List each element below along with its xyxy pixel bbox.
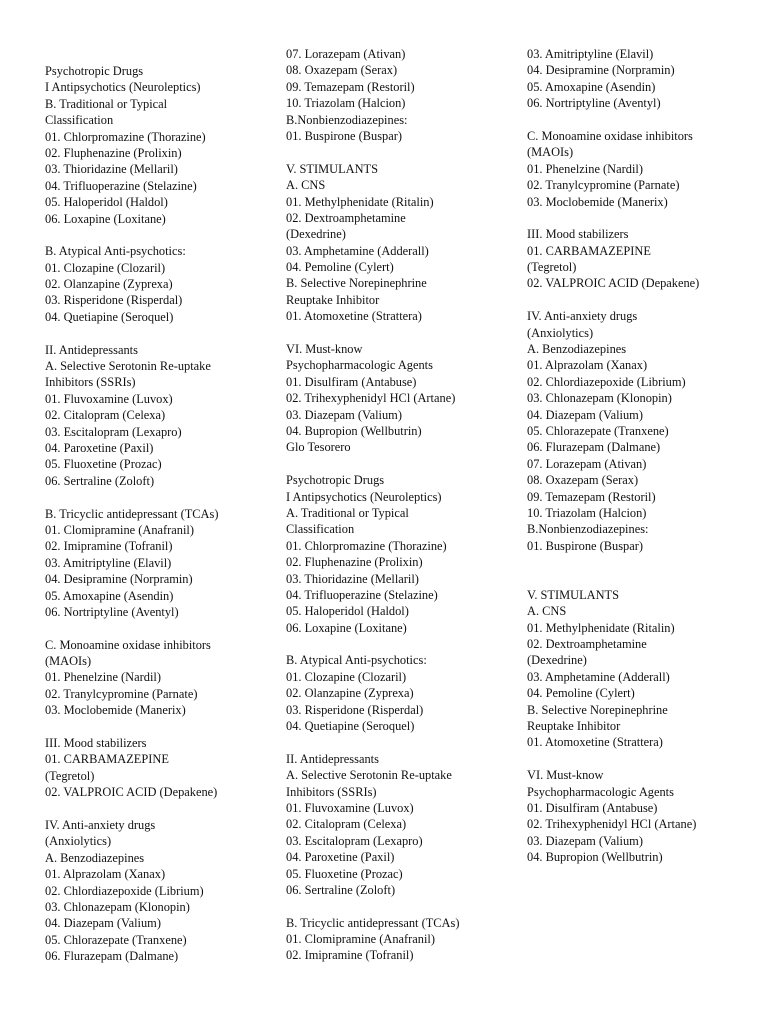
text-line: 04. Trifluoperazine (Stelazine) <box>45 178 197 193</box>
text-line: 05. Chlorazepate (Tranxene) <box>527 423 669 438</box>
blank-line <box>286 325 521 341</box>
text-line: 04. Pemoline (Cylert) <box>527 686 635 701</box>
text-line: B. Atypical Anti-psychotics: <box>45 244 186 259</box>
blank-line <box>286 734 521 750</box>
blank-line <box>45 489 280 505</box>
text-line: 02. Olanzapine (Zyprexa) <box>45 277 173 292</box>
blank-line <box>45 801 280 817</box>
text-line: 10. Triazolam (Halcion) <box>286 96 406 111</box>
text-line: 01. Clozapine (Clozaril) <box>286 669 407 684</box>
text-line: 01. Fluvoxamine (Luvox) <box>45 391 173 406</box>
text-line: 01. Clozapine (Clozaril) <box>45 260 166 275</box>
text-line: 01. Alprazolam (Xanax) <box>527 358 648 373</box>
text-line: 08. Oxazepam (Serax) <box>286 63 398 78</box>
text-line: Classification <box>45 113 114 128</box>
text-line: 06. Loxapine (Loxitane) <box>45 211 166 226</box>
blank-line <box>286 636 521 652</box>
text-line: (MAOIs) <box>527 145 574 160</box>
text-line: 04. Pemoline (Cylert) <box>286 260 394 275</box>
text-line: (MAOIs) <box>45 654 92 669</box>
text-line: 06. Nortriptyline (Aventyl) <box>527 96 661 111</box>
text-line: C. Monoamine oxidase inhibitors <box>527 128 693 143</box>
text-line: 05. Amoxapine (Asendin) <box>45 588 174 603</box>
text-line: 04. Desipramine (Norpramin) <box>45 572 193 587</box>
text-line: 01. Phenelzine (Nardil) <box>45 670 161 685</box>
text-line: 01. Buspirone (Buspar) <box>527 538 643 553</box>
text-line: 06. Nortriptyline (Aventyl) <box>45 604 179 619</box>
text-line: VI. Must-know <box>527 768 604 783</box>
text-line: VI. Must-know <box>286 342 363 357</box>
blank-line <box>45 620 280 636</box>
text-line: 02. Olanzapine (Zyprexa) <box>286 686 414 701</box>
text-line: 03. Risperidone (Risperdal) <box>45 293 183 308</box>
blank-line <box>45 719 280 735</box>
text-line: 04. Desipramine (Norpramin) <box>527 63 675 78</box>
text-line: II. Antidepressants <box>286 751 379 766</box>
text-line: 09. Temazepam (Restoril) <box>527 489 656 504</box>
text-line: I Antipsychotics (Neuroleptics) <box>45 80 201 95</box>
text-line: 02. Dextroamphetamine <box>286 210 406 225</box>
text-line: A. Selective Serotonin Re-uptake <box>286 768 452 783</box>
text-line: B. Tricyclic antidepressant (TCAs) <box>286 915 460 930</box>
text-line: III. Mood stabilizers <box>527 227 629 242</box>
text-line: 05. Amoxapine (Asendin) <box>527 79 656 94</box>
blank-line <box>527 292 762 308</box>
text-line: 01. CARBAMAZEPINE <box>45 752 169 767</box>
text-line: 03. Diazepam (Valium) <box>527 833 643 848</box>
text-line: 03. Diazepam (Valium) <box>286 407 402 422</box>
text-line: B. Traditional or Typical <box>45 96 168 111</box>
text-line: 01. Methylphenidate (Ritalin) <box>286 194 434 209</box>
text-line: A. Benzodiazepines <box>527 342 627 357</box>
text-line: 03. Risperidone (Risperdal) <box>286 702 424 717</box>
text-column-1 <box>45 63 280 964</box>
text-line: 02. Imipramine (Tofranil) <box>286 948 414 963</box>
text-line: 07. Lorazepam (Ativan) <box>527 456 647 471</box>
text-line: 02. VALPROIC ACID (Depakene) <box>527 276 700 291</box>
text-line: 05. Haloperidol (Haldol) <box>45 195 168 210</box>
text-line: (Anxiolytics) <box>527 325 594 340</box>
text-line: 01. Methylphenidate (Ritalin) <box>527 620 675 635</box>
text-line: 02. Fluphenazine (Prolixin) <box>286 555 423 570</box>
text-line: 04. Quetiapine (Seroquel) <box>286 719 415 734</box>
blank-line <box>45 227 280 243</box>
text-line: V. STIMULANTS <box>527 587 620 602</box>
text-line: 10. Triazolam (Halcion) <box>527 505 647 520</box>
text-line: 03. Amphetamine (Adderall) <box>286 243 429 258</box>
text-line: 02. Tranylcypromine (Parnate) <box>45 686 198 701</box>
text-line: 01. Fluvoxamine (Luvox) <box>286 800 414 815</box>
blank-line <box>527 112 762 128</box>
text-line: A. CNS <box>527 604 567 619</box>
text-line: 03. Thioridazine (Mellaril) <box>286 571 419 586</box>
text-line: 02. Fluphenazine (Prolixin) <box>45 145 182 160</box>
text-line: Psychopharmacologic Agents <box>286 358 433 373</box>
text-line: 03. Thioridazine (Mellaril) <box>45 162 178 177</box>
text-line: 01. Alprazolam (Xanax) <box>45 867 166 882</box>
text-line: 01. Disulfiram (Antabuse) <box>527 800 658 815</box>
text-line: 03. Moclobemide (Manerix) <box>527 194 668 209</box>
text-line: 02. Chlordiazepoxide (Librium) <box>45 883 204 898</box>
text-line: 02. Citalopram (Celexa) <box>45 408 166 423</box>
text-line: (Dexedrine) <box>527 653 587 668</box>
text-line: (Tegretol) <box>527 260 577 275</box>
text-line: 06. Sertraline (Zoloft) <box>45 473 155 488</box>
text-line: 03. Amitriptyline (Elavil) <box>45 555 172 570</box>
text-line: (Dexedrine) <box>286 227 346 242</box>
text-line: 03. Chlonazepam (Klonopin) <box>527 391 672 406</box>
text-line: 08. Oxazepam (Serax) <box>527 473 639 488</box>
blank-line <box>45 325 280 341</box>
blank-line <box>527 210 762 226</box>
text-line: 03. Escitalopram (Lexapro) <box>45 424 182 439</box>
text-line: 04. Trifluoperazine (Stelazine) <box>286 587 438 602</box>
text-line: 09. Temazepam (Restoril) <box>286 79 415 94</box>
text-line: 01. Clomipramine (Anafranil) <box>45 522 194 537</box>
text-line: 04. Paroxetine (Paxil) <box>45 440 154 455</box>
text-line: III. Mood stabilizers <box>45 736 147 751</box>
text-line: A. Benzodiazepines <box>45 850 145 865</box>
text-line: Psychotropic Drugs <box>45 64 144 78</box>
text-line: B.Nonbienzodiazepines: <box>286 112 408 127</box>
text-line: 06. Loxapine (Loxitane) <box>286 620 407 635</box>
text-line: I Antipsychotics (Neuroleptics) <box>286 489 442 504</box>
text-line: 05. Chlorazepate (Tranxene) <box>45 932 187 947</box>
text-line: 03. Chlonazepam (Klonopin) <box>45 899 190 914</box>
text-line: Classification <box>286 522 355 537</box>
blank-line <box>527 571 762 587</box>
text-line: Psychotropic Drugs <box>286 473 385 488</box>
text-line: A. Traditional or Typical <box>286 505 409 520</box>
text-line: 01. Disulfiram (Antabuse) <box>286 374 417 389</box>
text-line: 02. Dextroamphetamine <box>527 637 647 652</box>
text-column-2 <box>286 46 521 964</box>
blank-line <box>527 751 762 767</box>
text-line: 01. Atomoxetine (Strattera) <box>286 309 422 324</box>
text-column-3 <box>527 46 762 866</box>
text-line: 03. Escitalopram (Lexapro) <box>286 833 423 848</box>
text-line: Inhibitors (SSRIs) <box>286 784 377 799</box>
text-line: Glo Tesorero <box>286 440 351 455</box>
text-line: 01. Phenelzine (Nardil) <box>527 161 643 176</box>
text-line: IV. Anti-anxiety drugs <box>45 817 156 832</box>
text-line: Reuptake Inhibitor <box>527 719 621 734</box>
text-line: B. Selective Norepinephrine <box>527 702 668 717</box>
text-line: 04. Diazepam (Valium) <box>527 407 643 422</box>
text-line: B.Nonbienzodiazepines: <box>527 522 649 537</box>
text-line: 03. Amphetamine (Adderall) <box>527 669 670 684</box>
blank-line <box>527 554 762 570</box>
text-line: Psychopharmacologic Agents <box>527 784 674 799</box>
text-line: 02. Chlordiazepoxide (Librium) <box>527 374 686 389</box>
text-line: 02. Trihexyphenidyl HCl (Artane) <box>286 391 456 406</box>
text-line: 02. Tranylcypromine (Parnate) <box>527 178 680 193</box>
text-line: 05. Fluoxetine (Prozac) <box>45 457 162 472</box>
blank-line <box>286 898 521 914</box>
text-line: 03. Moclobemide (Manerix) <box>45 703 186 718</box>
text-line: V. STIMULANTS <box>286 161 379 176</box>
text-line: 02. Trihexyphenidyl HCl (Artane) <box>527 817 697 832</box>
text-line: 05. Fluoxetine (Prozac) <box>286 866 403 881</box>
blank-line <box>286 456 521 472</box>
text-line: 01. Clomipramine (Anafranil) <box>286 932 435 947</box>
text-line: (Anxiolytics) <box>45 834 112 849</box>
text-line: 04. Paroxetine (Paxil) <box>286 850 395 865</box>
text-line: 06. Sertraline (Zoloft) <box>286 882 396 897</box>
text-line: 01. CARBAMAZEPINE <box>527 243 651 258</box>
text-line: Inhibitors (SSRIs) <box>45 375 136 390</box>
text-line: 04. Diazepam (Valium) <box>45 916 161 931</box>
text-line: 04. Quetiapine (Seroquel) <box>45 309 174 324</box>
text-line: 01. Chlorpromazine (Thorazine) <box>286 538 447 553</box>
text-line: 01. Buspirone (Buspar) <box>286 128 402 143</box>
text-line: IV. Anti-anxiety drugs <box>527 309 638 324</box>
text-line: 05. Haloperidol (Haldol) <box>286 604 409 619</box>
text-line: B. Selective Norepinephrine <box>286 276 427 291</box>
text-line: A. CNS <box>286 178 326 193</box>
text-line: 07. Lorazepam (Ativan) <box>286 47 406 61</box>
text-line: (Tegretol) <box>45 768 95 783</box>
text-line: B. Tricyclic antidepressant (TCAs) <box>45 506 219 521</box>
text-line: 06. Flurazepam (Dalmane) <box>527 440 661 455</box>
text-line: 01. Chlorpromazine (Thorazine) <box>45 129 206 144</box>
text-line: B. Atypical Anti-psychotics: <box>286 653 427 668</box>
blank-line <box>286 144 521 160</box>
text-line: A. Selective Serotonin Re-uptake <box>45 359 211 374</box>
text-line: II. Antidepressants <box>45 342 138 357</box>
text-line: 04. Bupropion (Wellbutrin) <box>286 423 422 438</box>
text-line: 04. Bupropion (Wellbutrin) <box>527 850 663 865</box>
text-line: C. Monoamine oxidase inhibitors <box>45 637 211 652</box>
text-line: 02. VALPROIC ACID (Depakene) <box>45 785 218 800</box>
text-line: Reuptake Inhibitor <box>286 292 380 307</box>
text-line: 02. Imipramine (Tofranil) <box>45 539 173 554</box>
text-line: 06. Flurazepam (Dalmane) <box>45 949 179 964</box>
text-line: 02. Citalopram (Celexa) <box>286 817 407 832</box>
text-line: 01. Atomoxetine (Strattera) <box>527 735 663 750</box>
text-line: 03. Amitriptyline (Elavil) <box>527 47 654 61</box>
